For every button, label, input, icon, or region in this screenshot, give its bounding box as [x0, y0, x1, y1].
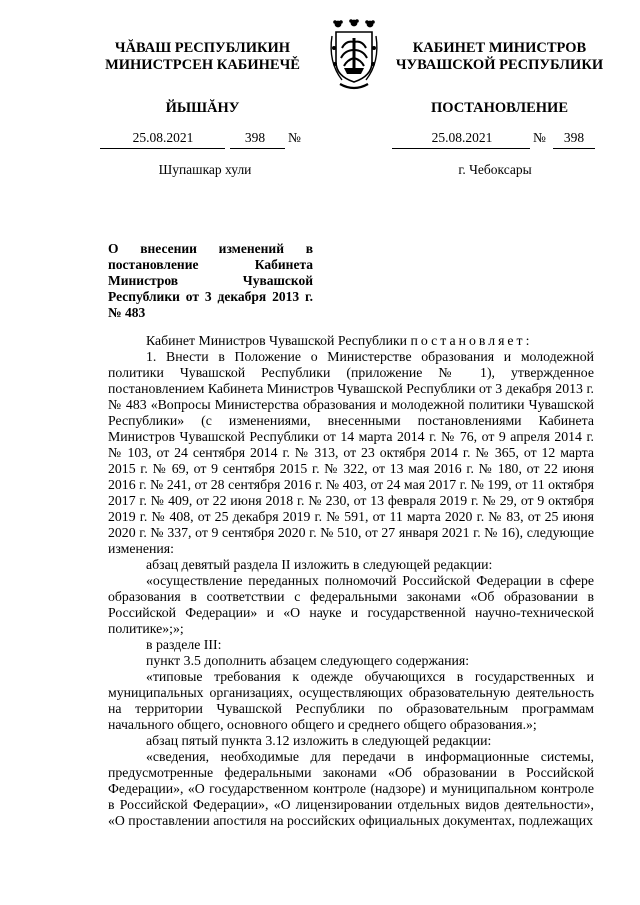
body-paragraph: в разделе III: — [146, 637, 222, 652]
left-date: 25.08.2021 — [132, 130, 194, 145]
right-date: 25.08.2021 — [431, 130, 493, 145]
intro-paragraph — [108, 333, 594, 349]
header-left-line2: МИНИСТРСЕН КАБИНЕЧĚ — [105, 57, 300, 73]
right-city: г. Чебоксары — [458, 162, 532, 177]
body-paragraph: пункт 3.5 дополнить абзацем следующего содержания: — [146, 653, 470, 668]
header-right-line1: КАБИНЕТ МИНИСТРОВ — [412, 40, 587, 56]
body-paragraph: «сведения, необходимые для передачи в информационные системы, предусмотренные федеральными законами «Об образовании в Российской Федерации», «О государственном контроле (надзоре) и муниципальном контроле в Российской Федерации», «О лицензировании отдельных видов деятельности», «О проставлении апостиля на российских официальных документах, подлежащих — [108, 749, 594, 828]
body-paragraph: абзац пятый пункта 3.12 изложить в следующей редакции: — [146, 733, 492, 748]
header-right-org — [392, 40, 607, 74]
intro-prefix: Кабинет Министров Чувашской Республики — [146, 333, 408, 348]
right-number: 398 — [563, 130, 585, 145]
intro-verb: постановляет: — [410, 333, 533, 348]
left-number: 398 — [244, 130, 266, 145]
left-number-sign: № — [288, 130, 301, 145]
document-body — [108, 333, 594, 829]
doc-type-left: ЙЫШĂНУ — [165, 100, 240, 116]
body-paragraph: 1. Внести в Положение о Министерстве образования и молодежной политики Чувашской Республики (приложение № 1), утвержденное постановлением Кабинета Министров Чувашской Республики от 3 декабря 2013 г. № 483 «Вопросы Министерства образования и молодежной политики Чувашской Республики» (с изменениями, внесенными постановлениями Кабинета Министров Чувашской Республики от 14 марта 2014 г. № 76, от 9 апреля 2014 г. № 103, от 24 сентября 2014 г. № 313, от 23 октября 2014 г. № 365, от 12 марта 2015 г. № 69, от 9 сентября 2015 г. № 322, от 13 мая 2016 г. № 180, от 22 июня 2016 г. № 241, от 28 сентября 2016 г. № 403, от 24 мая 2017 г. № 199, от 11 октября 2017 г. № 409, от 22 июня 2018 г. № 230, от 13 февраля 2019 г. № 29, от 9 октября 2019 г. № 408, от 25 декабря 2019 г. № 591, от 11 марта 2020 г. № 83, от 25 июня 2020 г. № 337, от 9 сентября 2020 г. № 510, от 27 января 2021 г. № 16), следующие изменения: — [108, 349, 594, 556]
right-number-sign: № — [533, 130, 546, 145]
left-city: Шупашкар хули — [158, 162, 252, 177]
body-paragraph: «осуществление переданных полномочий Российской Федерации в сфере образования в соответствии с федеральными законами «Об образовании в Российской Федерации» и «О науке и государственной научно-технической политике»;»; — [108, 573, 594, 636]
doc-type-right: ПОСТАНОВЛЕНИЕ — [430, 100, 568, 116]
header-left-org — [95, 40, 310, 74]
header-right-line2: ЧУВАШСКОЙ РЕСПУБЛИКИ — [395, 57, 604, 73]
coat-of-arms-icon — [326, 18, 382, 96]
body-paragraph: «типовые требования к одежде обучающихся в государственных и муниципальных организациях, осуществляющих образовательную деятельность на территории Чувашской Республики по образовательным программам начального общего, основного общего и среднего общего образования.»; — [108, 669, 594, 732]
header-left-line1: ЧĂВАШ РЕСПУБЛИКИН — [114, 40, 291, 56]
body-paragraph: абзац девятый раздела II изложить в следующей редакции: — [146, 557, 493, 572]
document-subject: О внесении изменений в постановление Кабинета Министров Чувашской Республики от 3 декабря 2013 г. № 483 — [108, 241, 313, 320]
